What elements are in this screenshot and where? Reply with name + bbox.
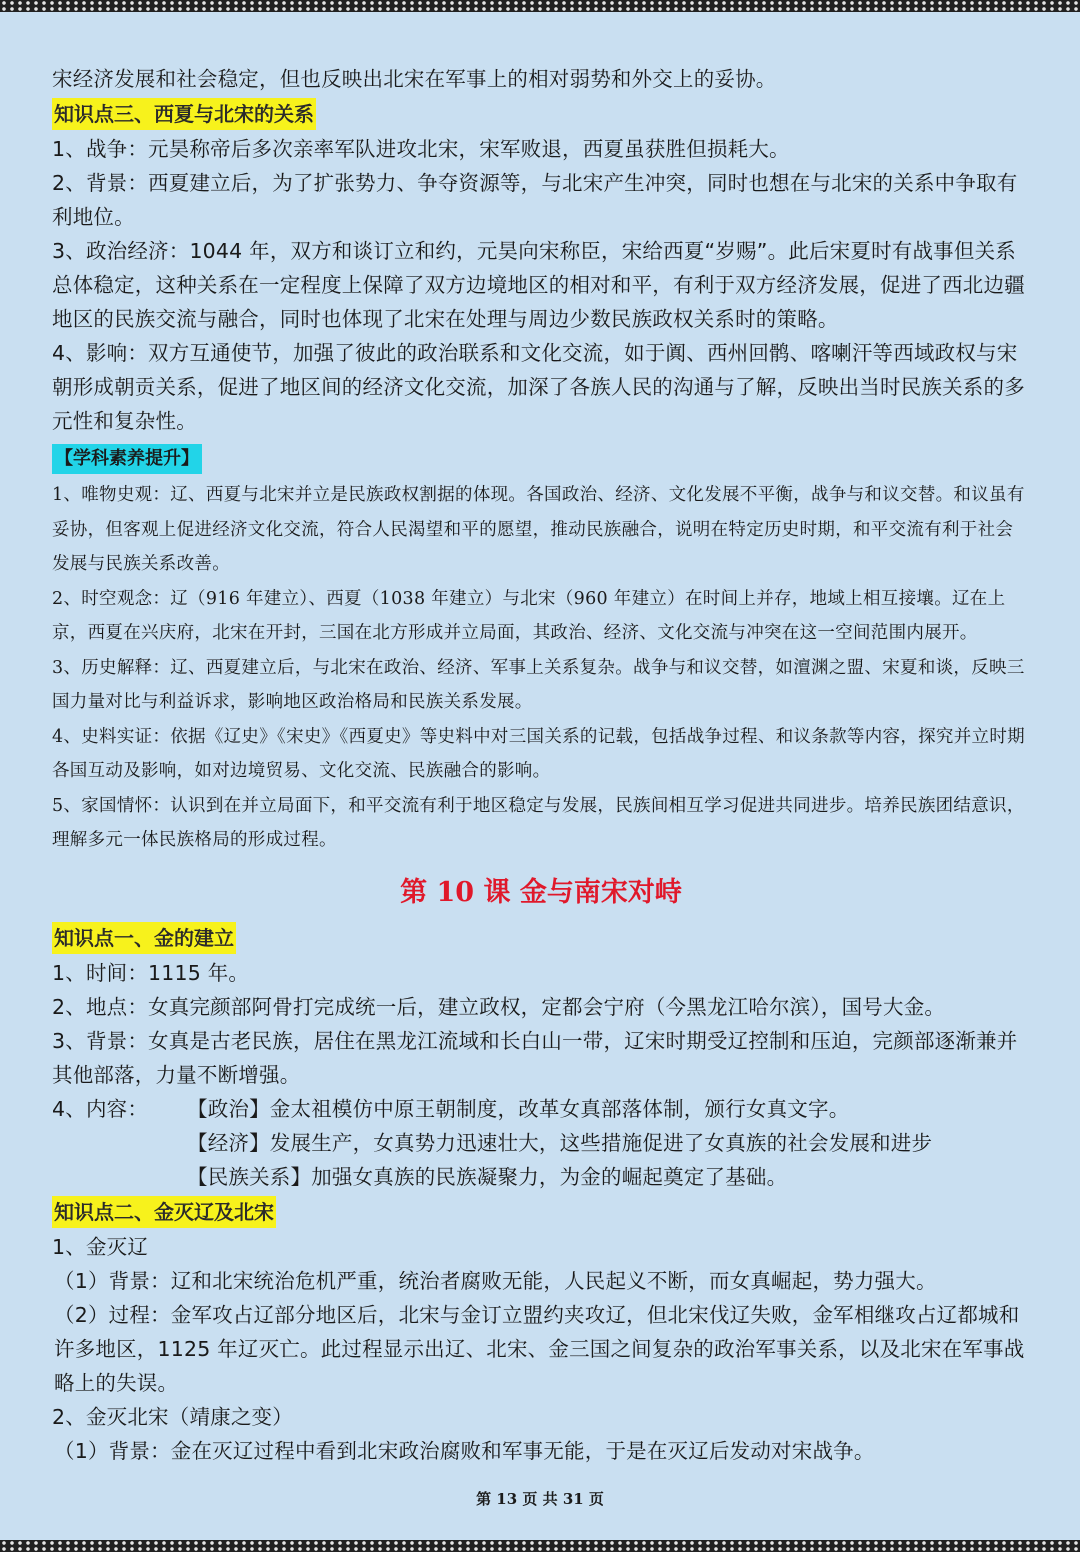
xueke-item: 3、历史解释：辽、西夏建立后，与北宋在政治、经济、军事上关系复杂。战争与和议交替，如澶渊之盟、宋夏和谈，反映三国力量对比与利益诉求，影响地区政治格局和民族关系发展。 <box>52 657 1025 712</box>
kp3-item: 3、政治经济：1044 年，双方和谈订立和约，元昊向宋称臣，宋给西夏“岁赐”。此后宋夏时有战事但关系总体稳定，这种关系在一定程度上保障了双方边境地区的相对和平，有利于双方经济发展，促进了西北边疆地区的民族交流与融合，同时也体现了北宋在处理与周边少数民族政权关系时的策略。 <box>52 239 1025 331</box>
xueke-item: 1、唯物史观：辽、西夏与北宋并立是民族政权割据的体现。各国政治、经济、文化发展不平衡，战争与和议交替。和议虽有妥协，但客观上促进经济文化交流，符合人民渴望和平的愿望，推动民族融合，说明在特定历史时期，和平交流有利于社会发展与民族关系改善。 <box>52 485 1025 574</box>
top-border <box>0 0 1080 12</box>
xueke-item: 2、时空观念：辽（916 年建立）、西夏（1038 年建立）与北宋（960 年建立）在时间上并存，地域上相互接壤。辽在上京，西夏在兴庆府，北宋在开封，三国在北方形成并立局面，其政治、经济、文化交流与冲突在这一空间范围内展开。 <box>52 588 1006 643</box>
kp1-title: 知识点一、金的建立 <box>52 922 236 954</box>
lesson-title: 第 10 课 金与南宋对峙 <box>400 876 682 908</box>
kp1-item: 2、地点：女真完颜部阿骨打完成统一后，建立政权，定都会宁府（今黑龙江哈尔滨），国号大金。 <box>52 994 946 1019</box>
bottom-border <box>0 1540 1080 1552</box>
xueke-item: 4、史料实证：依据《辽史》《宋史》《西夏史》等史料中对三国关系的记载，包括战争过程、和议条款等内容，探究并立时期各国互动及影响，如对边境贸易、文化交流、民族融合的影响。 <box>52 726 1025 781</box>
kp1-item: 3、背景：女真是古老民族，居住在黑龙江流域和长白山一带，辽宋时期受辽控制和压迫，完颜部逐渐兼并其他部落，力量不断增强。 <box>52 1028 1018 1087</box>
kp3-item: 2、背景：西夏建立后，为了扩张势力、争夺资源等，与北宋产生冲突，同时也想在与北宋的关系中争取有利地位。 <box>52 171 1018 229</box>
kp1-content-item: 【政治】金太祖模仿中原王朝制度，改革女真部落体制，颁行女真文字。 <box>187 1096 850 1121</box>
kp1-content-block <box>52 1092 1030 1194</box>
kp3-heading <box>52 98 1030 130</box>
xueke-item: 5、家国情怀：认识到在并立局面下，和平交流有利于地区稳定与发展，民族间相互学习促进共同进步。培养民族团结意识，理解多元一体民族格局的形成过程。 <box>52 795 1025 850</box>
kp1-item: 1、时间：1115 年。 <box>52 960 250 985</box>
kp2-sub1-item: （1）背景：辽和北宋统治危机严重，统治者腐败无能，人民起义不断，而女真崛起，势力强大。 <box>54 1268 937 1293</box>
kp2-title: 知识点二、金灭辽及北宋 <box>52 1196 276 1228</box>
kp2-heading <box>52 1196 1030 1228</box>
kp3-title: 知识点三、西夏与北宋的关系 <box>52 98 316 130</box>
kp2-sub2: 2、金灭北宋（靖康之变） <box>52 1404 293 1429</box>
kp2-sub2-item: （1）背景：金在灭辽过程中看到北宋政治腐败和军事无能，于是在灭辽后发动对宋战争。 <box>54 1438 875 1463</box>
page-footer: 第 13 页 共 31 页 <box>476 1490 604 1508</box>
xueke-heading <box>52 444 1030 474</box>
kp1-content-label: 4、内容： <box>52 1096 149 1121</box>
kp3-item: 4、影响：双方互通使节，加强了彼此的政治联系和文化交流，如于阗、西州回鹘、喀喇汗等西域政权与宋朝形成朝贡关系，促进了地区间的经济文化交流，加深了各族人民的沟通与了解，反映出当时民族关系的多元性和复杂性。 <box>52 341 1025 433</box>
top-line: 宋经济发展和社会稳定，但也反映出北宋在军事上的相对弱势和外交上的妥协。 <box>52 67 777 91</box>
kp1-content-item: 【经济】发展生产，女真势力迅速壮大，这些措施促进了女真族的社会发展和进步 <box>187 1130 933 1155</box>
kp1-heading <box>52 922 1030 954</box>
kp2-sub1: 1、金灭辽 <box>52 1234 149 1259</box>
kp2-sub1-item: （2）过程：金军攻占辽部分地区后，北宋与金订立盟约夹攻辽，但北宋伐辽失败，金军相继攻占辽都城和许多地区，1125 年辽灭亡。此过程显示出辽、北宋、金三国之间复杂的政治军事关系，以及北宋在军事战略上的失误。 <box>54 1302 1025 1395</box>
xueke-title: 【学科素养提升】 <box>52 444 202 474</box>
page-content <box>52 62 1030 1468</box>
kp1-content-item: 【民族关系】加强女真族的民族凝聚力，为金的崛起奠定了基础。 <box>187 1164 788 1189</box>
kp3-item: 1、战争：元昊称帝后多次亲率军队进攻北宋，宋军败退，西夏虽获胜但损耗大。 <box>52 137 790 161</box>
